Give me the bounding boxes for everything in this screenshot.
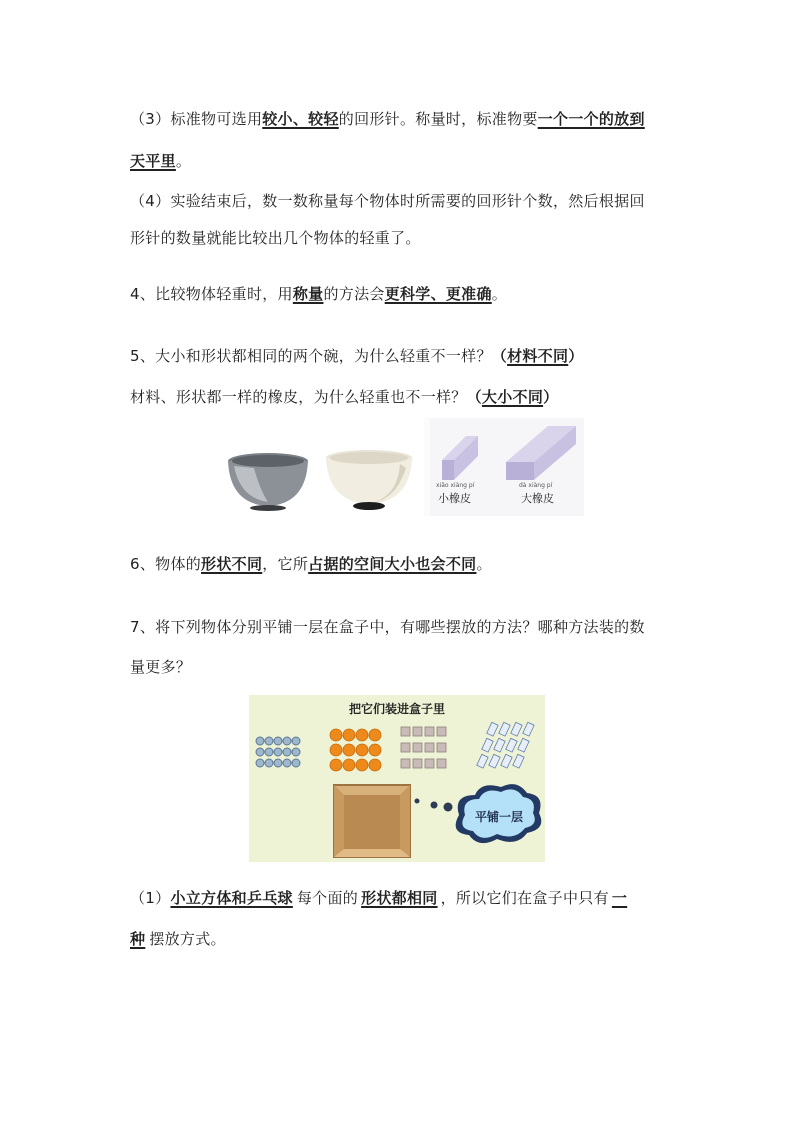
q4-text-a: 4、比较物体轻重时，用 xyxy=(130,285,293,303)
washers-icon xyxy=(256,737,300,767)
question-7-line2: 量更多？ xyxy=(130,658,192,676)
question-5-line2 xyxy=(130,386,558,407)
item3-line2 xyxy=(130,150,191,171)
question-5-line1 xyxy=(130,345,584,366)
question-6 xyxy=(130,553,492,574)
cardboard-box-icon xyxy=(334,785,410,857)
item3-line1 xyxy=(130,108,645,129)
box-figure-title: 把它们装进盒子里 xyxy=(348,702,445,716)
ans1-answer-1: 小立方体和乒乓球 xyxy=(170,889,293,907)
q4-answer-1: 称量 xyxy=(292,285,324,303)
q4-answer-2: 更科学、更准确 xyxy=(384,285,492,303)
q5-answer-2: 大小不同 xyxy=(481,388,544,406)
bowls-erasers-figure xyxy=(210,418,584,516)
q6-text-e: 。 xyxy=(476,555,492,573)
box-packing-image xyxy=(249,695,545,862)
q4-text-c: 的方法会 xyxy=(323,285,385,303)
cloud-label: 平铺一层 xyxy=(474,810,523,824)
q4-text-e: 。 xyxy=(491,285,508,303)
box-packing-figure xyxy=(249,695,545,862)
item3-text-f: 。 xyxy=(175,152,192,170)
ans1-answer-3: 一 xyxy=(611,889,628,907)
q5-text-e: 材料、形状都一样的橡皮，为什么轻重也不一样？ xyxy=(130,388,467,406)
ans1-text-e: ，所以它们在盒子中只有 xyxy=(440,889,609,907)
item3-text-a: （3）标准物可选用 xyxy=(130,110,263,128)
ans1-text-h: 摆放方式。 xyxy=(149,930,226,948)
q6-answer-2: 占据的空间大小也会不同 xyxy=(308,555,477,573)
answer-1-line1 xyxy=(130,887,627,908)
small-eraser-label: 小橡皮 xyxy=(438,492,471,505)
q5-paren-close-2: ） xyxy=(543,388,559,406)
q5-paren-open: （ xyxy=(491,347,508,365)
ans1-answer-2: 形状都相同 xyxy=(361,889,438,907)
ans1-text-c: 每个面的 xyxy=(296,889,359,907)
answer-1-line2 xyxy=(130,928,226,949)
small-eraser-pinyin: xiǎo xiàng pí xyxy=(436,482,475,489)
small-cubes-icon xyxy=(401,727,446,768)
question-7-line1: 7、将下列物体分别平铺一层在盒子中，有哪些摆放的方法？哪种方法装的数 xyxy=(130,618,645,636)
item3-answer-2: 一个一个的放到 xyxy=(537,110,645,128)
milk-cartons-icon xyxy=(477,722,534,768)
big-eraser-pinyin: dà xiàng pí xyxy=(519,482,553,489)
question-4 xyxy=(130,283,507,304)
q5-paren-close: ） xyxy=(568,347,584,365)
ans1-answer-3-cont: 种 xyxy=(130,930,146,948)
q5-answer-1: 材料不同 xyxy=(507,347,569,365)
orange-balls-icon xyxy=(330,729,381,771)
q6-text-a: 6、物体的 xyxy=(130,555,202,573)
q5-text-a: 5、大小和形状都相同的两个碗，为什么轻重不一样？ xyxy=(130,347,492,365)
item3-answer-1: 较小、较轻 xyxy=(262,110,339,128)
item4-line2: 形针的数量就能比较出几个物体的轻重了。 xyxy=(130,229,421,247)
big-eraser-label: 大橡皮 xyxy=(521,492,554,505)
q6-answer-1: 形状不同 xyxy=(201,555,263,573)
ans1-text-a: （1） xyxy=(130,889,171,907)
q6-text-c: ，它所 xyxy=(262,555,309,573)
item3-text-c: 的回形针。称量时，标准物要 xyxy=(338,110,538,128)
q5-paren-open-2: （ xyxy=(466,388,482,406)
item3-answer-2-cont: 天平里 xyxy=(130,152,176,170)
item4-line1: （4）实验结束后，数一数称量每个物体时所需要的回形针个数，然后根据回 xyxy=(130,192,645,210)
